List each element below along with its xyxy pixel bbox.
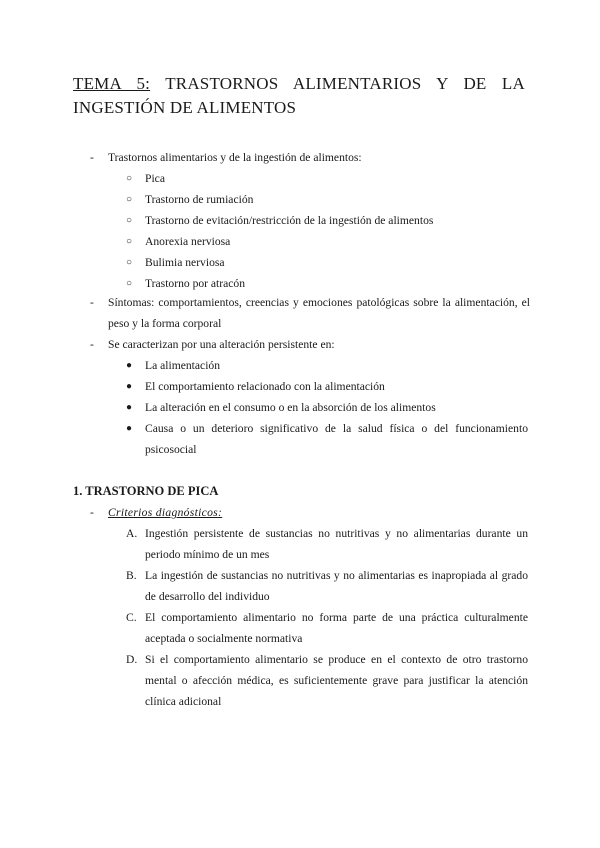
criterion-letter: B. [126, 569, 137, 582]
sublist-item [126, 252, 526, 273]
list-item-caracterizan [90, 334, 530, 355]
bullet-item-text: Causa o un deterioro significativo de la salud física o del funcionamiento psicosocial [145, 422, 528, 456]
bullet-item-text: La alteración en el consumo o en la absorción de los alimentos [145, 401, 436, 414]
sublist-item-text: Trastorno por atracón [145, 277, 246, 290]
list-item-text: Se caracterizan por una alteración persistente en: [108, 338, 335, 351]
circle-marker: ○ [126, 194, 133, 205]
bullet-item [126, 418, 528, 460]
criteria-label: Criterios diagnósticos: [108, 506, 223, 519]
criterion-text: Ingestión persistente de sustancias no nutritivas y no alimentarias durante un periodo mínimo de un mes [145, 527, 528, 561]
criterion-item [126, 565, 528, 607]
dash-marker: - [90, 296, 94, 309]
bullet-item [126, 397, 528, 418]
dash-marker: - [90, 506, 94, 519]
bullet-marker: ● [126, 360, 133, 371]
bullet-marker: ● [126, 423, 133, 434]
dash-marker: - [90, 338, 94, 351]
bullet-item [126, 376, 528, 397]
bullet-marker: ● [126, 402, 133, 413]
criterion-text: La ingestión de sustancias no nutritivas y no alimentarias es inapropiada al grado de desarrollo del individuo [145, 569, 528, 603]
criterion-letter: A. [126, 527, 138, 540]
sublist-item-text: Trastorno de rumiación [145, 193, 254, 206]
bullet-marker: ● [126, 381, 133, 392]
sublist-item-text: Bulimia nerviosa [145, 256, 225, 269]
criteria-list [126, 523, 528, 712]
sublist-item [126, 231, 526, 252]
circle-marker: ○ [126, 236, 133, 247]
circle-marker: ○ [126, 278, 133, 289]
list-item-text: Síntomas: comportamientos, creencias y emociones patológicas sobre la alimentación, el peso y la forma corporal [108, 296, 530, 330]
circle-marker: ○ [126, 257, 133, 268]
criterion-item [126, 649, 528, 712]
sublist-item-text: Anorexia nerviosa [145, 235, 231, 248]
criterion-text: El comportamiento alimentario no forma parte de una práctica culturalmente aceptada o socialmente normativa [145, 611, 528, 645]
criterion-text: Si el comportamiento alimentario se produce en el contexto de otro trastorno mental o afección médica, es suficientemente grave para justificar la atención clínica adicional [145, 653, 528, 708]
circle-marker: ○ [126, 215, 133, 226]
sublist-item-text: Trastorno de evitación/restricción de la ingestión de alimentos [145, 214, 434, 227]
criterion-letter: D. [126, 653, 138, 666]
sublist-item [126, 168, 526, 189]
sublist-item [126, 273, 526, 294]
sublist-item [126, 189, 526, 210]
disorder-sublist [126, 168, 526, 294]
section-heading-pica: 1. TRASTORNO DE PICA [73, 484, 219, 498]
title-tema-label: TEMA 5: [73, 74, 151, 93]
list-item-sintomas [90, 292, 530, 334]
page-title [73, 72, 525, 120]
sublist-item-text: Pica [145, 172, 165, 185]
list-item-text: Trastornos alimentarios y de la ingestión de alimentos: [108, 151, 362, 164]
circle-marker: ○ [126, 173, 133, 184]
criteria-label-item [90, 502, 530, 523]
criterion-letter: C. [126, 611, 137, 624]
characteristics-sublist [126, 355, 528, 460]
bullet-item-text: El comportamiento relacionado con la alimentación [145, 380, 385, 393]
bullet-item [126, 355, 528, 376]
criterion-item [126, 523, 528, 565]
title-text: TRASTORNOS ALIMENTARIOS Y DE LA INGESTIÓN DE ALIMENTOS [73, 74, 525, 117]
sublist-item [126, 210, 526, 231]
list-item-trastornos [90, 147, 530, 168]
bullet-item-text: La alimentación [145, 359, 221, 372]
dash-marker: - [90, 151, 94, 164]
criterion-item [126, 607, 528, 649]
